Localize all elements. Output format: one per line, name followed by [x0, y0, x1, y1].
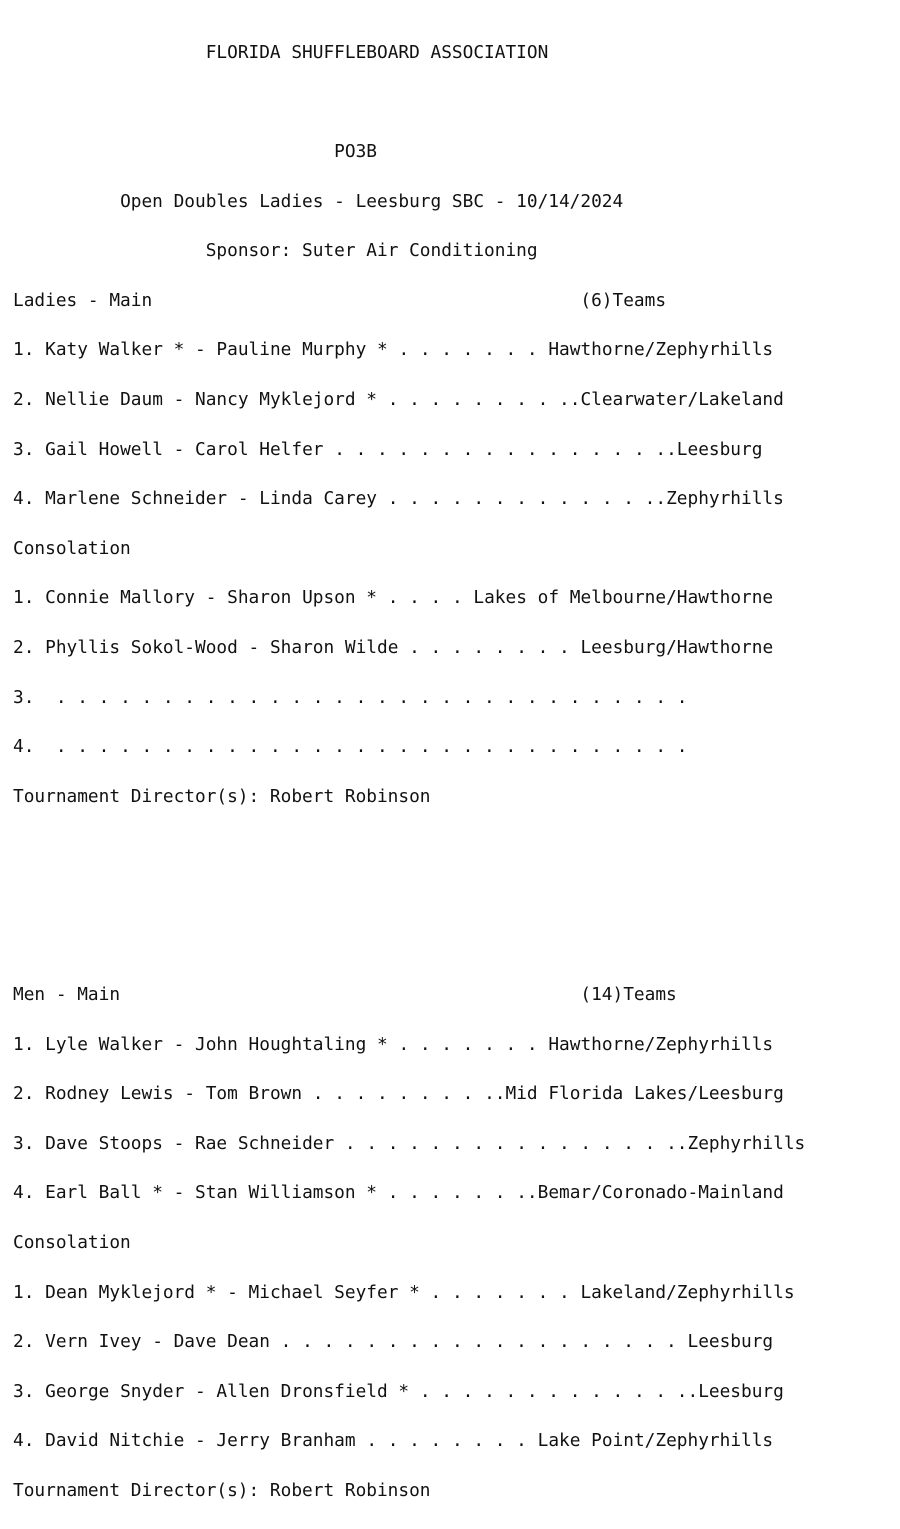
dot-leader: . . . . . . . .	[409, 636, 570, 658]
players: Dean Myklejord * - Michael Seyfer *	[45, 1281, 420, 1303]
club: Leesburg	[687, 1331, 774, 1353]
dot-leader: . . . . . . . . . . . . . . . .	[344, 1132, 677, 1154]
event-title-text: Open Doubles Ladies - Leesburg SBC - 10/14/2024	[120, 190, 624, 212]
team-count: (14)Teams	[580, 984, 677, 1006]
rank: 3.	[13, 1132, 35, 1154]
section-title: Ladies - Main	[13, 289, 153, 311]
dot-leader: . . . . . . . .	[366, 1430, 527, 1452]
rank: 4.	[13, 736, 35, 758]
blank-line	[13, 834, 805, 859]
section-title: Men - Main	[13, 984, 121, 1006]
rank: 4.	[13, 1430, 35, 1452]
rank: 1.	[13, 1281, 35, 1303]
section-title: Consolation	[13, 537, 131, 559]
players: Dave Stoops - Rae Schneider	[45, 1132, 335, 1154]
sponsor-text: Sponsor: Suter Air Conditioning	[205, 240, 538, 262]
club: .Clearwater/Lakeland	[569, 388, 784, 410]
players: Rodney Lewis - Tom Brown	[45, 1083, 303, 1105]
club: .Zephyrhills	[676, 1132, 806, 1154]
dot-leader: . . . . . . .	[387, 1182, 527, 1204]
rank: 3.	[13, 1380, 35, 1402]
blank-line	[13, 90, 805, 115]
result-row	[13, 1429, 805, 1454]
result-row	[13, 1281, 805, 1306]
club: Lake Point/Zephyrhills	[537, 1430, 774, 1452]
club: Lakes of Melbourne/Hawthorne	[473, 587, 774, 609]
rank: 4.	[13, 1182, 35, 1204]
sponsor-line	[13, 239, 805, 264]
dot-leader: . . . . . . . . . . . . . . . . . . . . . . . . . . . . . .	[55, 686, 688, 708]
club: .Leesburg	[687, 1380, 784, 1402]
results-document	[13, 16, 805, 1529]
club: .Zephyrhills	[655, 488, 784, 510]
club: Hawthorne/Zephyrhills	[548, 1033, 774, 1055]
players: Lyle Walker - John Houghtaling *	[45, 1033, 388, 1055]
rank: 1.	[13, 587, 35, 609]
blank-line	[13, 884, 805, 909]
club: Leesburg/Hawthorne	[580, 636, 774, 658]
dot-leader: . . . . . . . . . . . . .	[387, 488, 656, 510]
event-title	[13, 190, 805, 215]
result-row	[13, 586, 805, 611]
consolation-header	[13, 537, 805, 562]
players: Connie Mallory - Sharon Upson *	[45, 587, 378, 609]
dot-leader: . . . . . . .	[398, 1033, 538, 1055]
event-code-text: PO3B	[334, 140, 377, 162]
players: Nellie Daum - Nancy Myklejord *	[45, 388, 378, 410]
result-row	[13, 1082, 805, 1107]
rank: 2.	[13, 636, 35, 658]
result-row	[13, 1380, 805, 1405]
result-row	[13, 487, 805, 512]
result-row	[13, 388, 805, 413]
result-row	[13, 636, 805, 661]
rank: 3.	[13, 686, 35, 708]
dot-leader: . . . . . . . . . . . . . . . .	[334, 438, 667, 460]
result-row	[13, 1181, 805, 1206]
dot-leader: . . . . . . . . .	[387, 388, 570, 410]
ladies-main-header	[13, 289, 805, 314]
consolation-header	[13, 1231, 805, 1256]
dot-leader: . . . . . . .	[430, 1281, 570, 1303]
result-row	[13, 1033, 805, 1058]
players: Phyllis Sokol-Wood - Sharon Wilde	[45, 636, 399, 658]
players: Marlene Schneider - Linda Carey	[45, 488, 378, 510]
association-name: FLORIDA SHUFFLEBOARD ASSOCIATION	[205, 41, 549, 63]
association-title	[13, 41, 805, 66]
section-title: Consolation	[13, 1232, 131, 1254]
result-row	[13, 1330, 805, 1355]
rank: 2.	[13, 1083, 35, 1105]
men-main-header	[13, 983, 805, 1008]
tournament-director: Tournament Director(s): Robert Robinson	[13, 1480, 431, 1502]
rank: 4.	[13, 488, 35, 510]
dot-leader: . . . . . . . . .	[312, 1083, 495, 1105]
club: Hawthorne/Zephyrhills	[548, 339, 774, 361]
club: .Bemar/Coronado-Mainland	[526, 1182, 784, 1204]
players: Earl Ball * - Stan Williamson *	[45, 1182, 378, 1204]
rank: 1.	[13, 339, 35, 361]
dot-leader: . . . . . . . . . . . . .	[419, 1380, 688, 1402]
rank: 1.	[13, 1033, 35, 1055]
players: Gail Howell - Carol Helfer	[45, 438, 324, 460]
players: Vern Ivey - Dave Dean	[45, 1331, 270, 1353]
director-line	[13, 785, 805, 810]
rank: 3.	[13, 438, 35, 460]
director-line	[13, 1479, 805, 1504]
rank: 2.	[13, 388, 35, 410]
players: David Nitchie - Jerry Branham	[45, 1430, 356, 1452]
players: Katy Walker * - Pauline Murphy *	[45, 339, 388, 361]
tournament-director: Tournament Director(s): Robert Robinson	[13, 785, 431, 807]
rank: 2.	[13, 1331, 35, 1353]
result-row	[13, 338, 805, 363]
result-row	[13, 735, 805, 760]
result-row	[13, 1132, 805, 1157]
result-row	[13, 686, 805, 711]
result-row	[13, 438, 805, 463]
club: .Leesburg	[666, 438, 763, 460]
dot-leader: . . . .	[387, 587, 463, 609]
event-code	[13, 140, 805, 165]
dot-leader: . . . . . . .	[398, 339, 538, 361]
dot-leader: . . . . . . . . . . . . . . . . . . .	[280, 1331, 677, 1353]
dot-leader: . . . . . . . . . . . . . . . . . . . . . . . . . . . . . .	[55, 736, 688, 758]
team-count: (6)Teams	[580, 289, 667, 311]
players: George Snyder - Allen Dronsfield *	[45, 1380, 410, 1402]
club: .Mid Florida Lakes/Leesburg	[494, 1083, 784, 1105]
club: Lakeland/Zephyrhills	[580, 1281, 795, 1303]
blank-line	[13, 933, 805, 958]
